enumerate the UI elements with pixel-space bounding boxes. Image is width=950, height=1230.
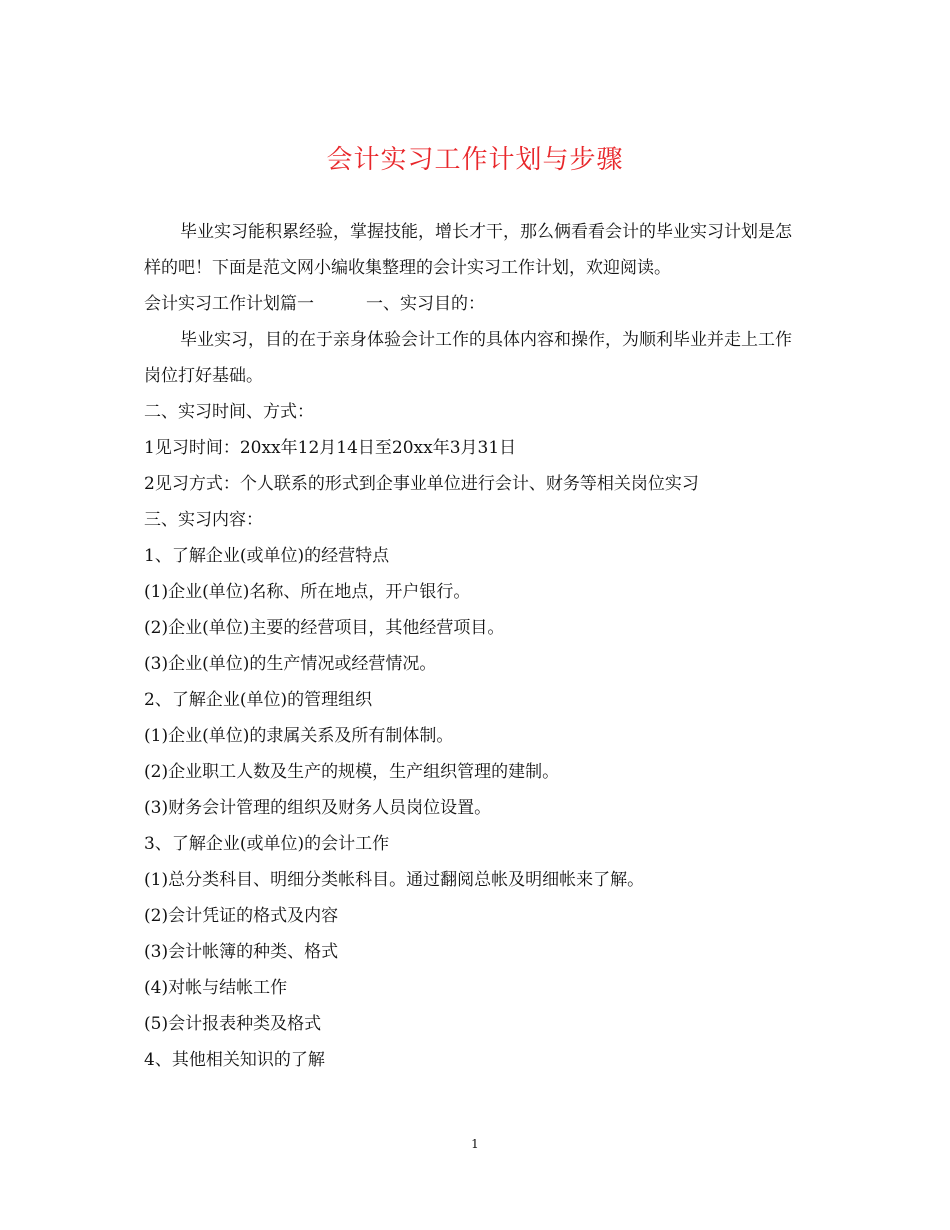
list-item: (5)会计报表种类及格式 bbox=[144, 1014, 322, 1034]
list-item: (3)会计帐簿的种类、格式 bbox=[144, 942, 339, 962]
document-title: 会计实习工作计划与步骤 bbox=[326, 145, 624, 175]
list-item: 4、其他相关知识的了解 bbox=[144, 1050, 325, 1070]
list-item: (2)企业(单位)主要的经营项目，其他经营项目。 bbox=[144, 618, 505, 638]
list-item: (4)对帐与结帐工作 bbox=[144, 978, 288, 998]
list-item: 1、了解企业(或单位)的经营特点 bbox=[144, 546, 390, 566]
content-heading: 三、实习内容： bbox=[144, 510, 263, 530]
list-item: (1)总分类科目、明细分类帐科目。通过翻阅总帐及明细帐来了解。 bbox=[144, 870, 645, 890]
document-body bbox=[144, 214, 808, 1078]
list-item: (2)会计凭证的格式及内容 bbox=[144, 906, 339, 926]
list-item: 3、了解企业(或单位)的会计工作 bbox=[144, 834, 390, 854]
list-item: (2)企业职工人数及生产的规模，生产组织管理的建制。 bbox=[144, 762, 560, 782]
list-item: (1)企业(单位)名称、所在地点，开户银行。 bbox=[144, 582, 471, 602]
list-item: 2、了解企业(单位)的管理组织 bbox=[144, 690, 373, 710]
list-item: (3)财务会计管理的组织及财务人员岗位设置。 bbox=[144, 798, 492, 818]
time-heading: 二、实习时间、方式： bbox=[144, 402, 314, 422]
list-item: (3)企业(单位)的生产情况或经营情况。 bbox=[144, 654, 437, 674]
purpose-paragraph: 毕业实习，目的在于亲身体验会计工作的具体内容和操作，为顺利毕业并走上工作岗位打好基础。 bbox=[144, 330, 792, 386]
method-line: 2见习方式：个人联系的形式到企事业单位进行会计、财务等相关岗位实习 bbox=[144, 474, 699, 494]
list-item: (1)企业(单位)的隶属关系及所有制体制。 bbox=[144, 726, 454, 746]
intro-paragraph: 毕业实习能积累经验，掌握技能，增长才干，那么俩看看会计的毕业实习计划是怎样的吧！下面是范文网小编收集整理的会计实习工作计划，欢迎阅读。 bbox=[144, 222, 792, 278]
section-heading: 会计实习工作计划篇一 bbox=[144, 294, 314, 314]
purpose-heading: 一、实习目的： bbox=[366, 294, 485, 314]
page-number: 1 bbox=[471, 1137, 479, 1151]
time-line: 1见习时间：20xx年12月14日至20xx年3月31日 bbox=[144, 438, 517, 458]
section-heading-line bbox=[144, 286, 808, 322]
